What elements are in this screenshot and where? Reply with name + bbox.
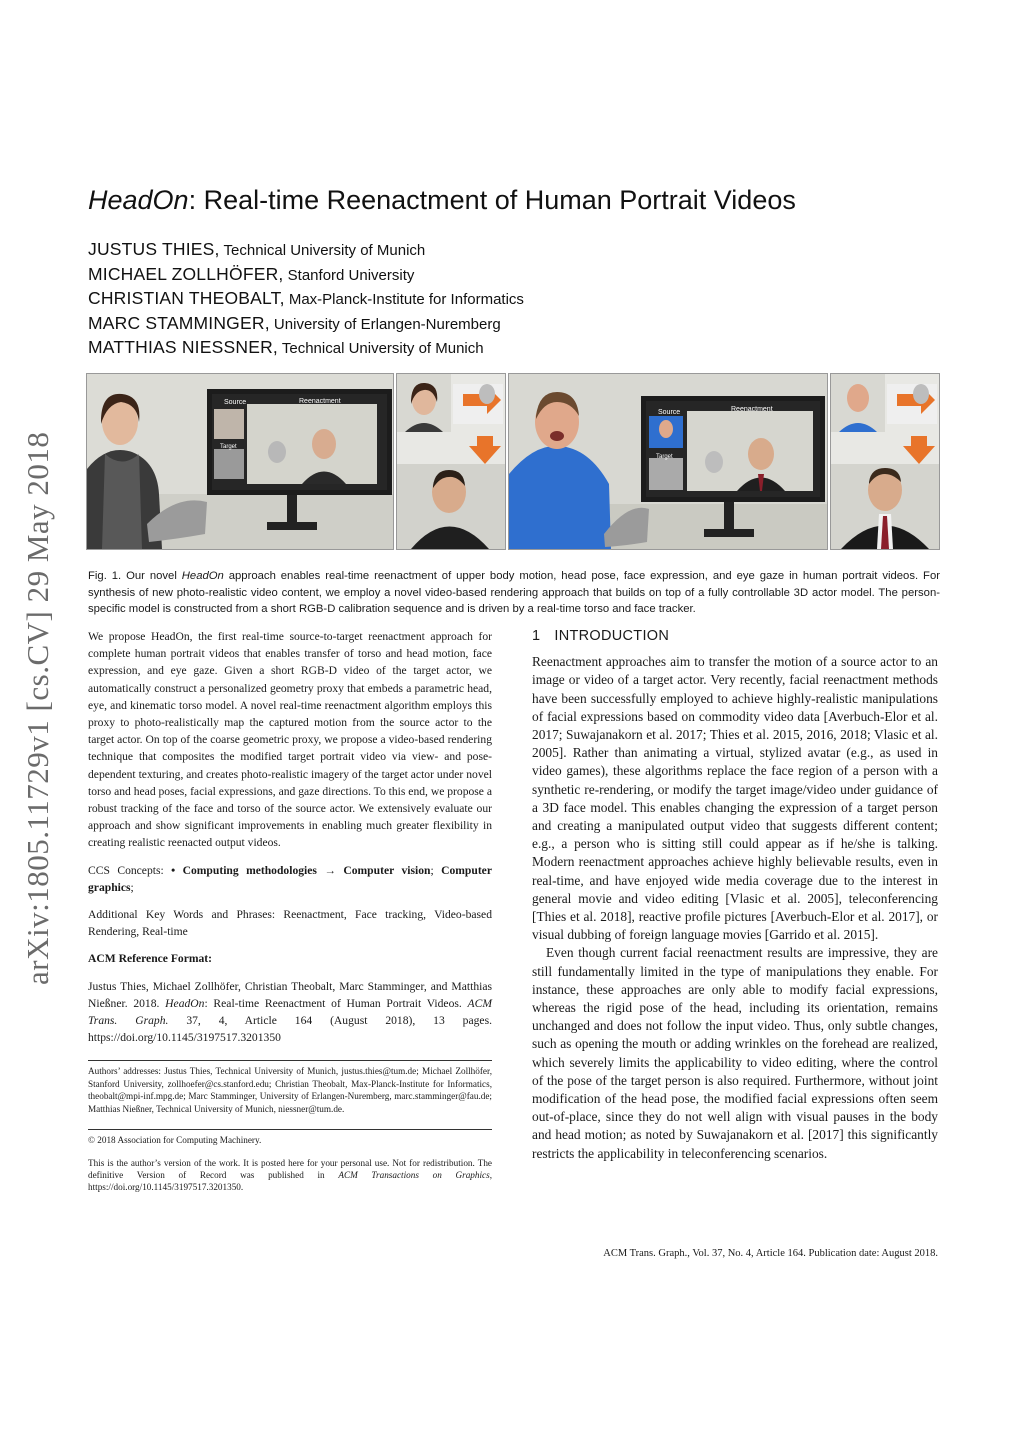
- section-heading: [532, 627, 938, 645]
- caption-text: approach enables real-time reenactment of upper body motion, head pose, face expression, and eye gaze in human portrait videos. For synthesis of new photo-realistic video content, we employ a novel video-based rendering approach that builds on top of a fully controllable 3D actor model. The person-specific model is constructed from a short RGB-D calibration sequence and is driven by a real-time torso and face tracker.: [88, 570, 940, 615]
- source-label: Source: [658, 409, 681, 416]
- intro-paragraph-2: Even though current facial reenactment results are impressive, they are still fundamentally limited in the type of manipulations they enable. For instance, these approaches are only able to modify facial expressions, whereas the rigid pose of the head, including its orientation, remains unchanged and does not follow the input video. Thus, only subtle changes, such as opening the mouth or adding wrinkles on the forehead are realized, which severely limits the applicability to video editing, where the control of the pose of the target person is also required. Furthermore, without joint modification of the head pose, the modified facial expressions often seem out-of-place, since they do not well align with visual pauses in the body and head motion; as noted by Suwajanakorn et al. [2017] this significantly restricts the applicability in teleconferencing scenarios.: [532, 945, 938, 1161]
- author-affiliation: Technical University of Munich: [277, 340, 484, 357]
- author-name: CHRISTIAN THEOBALT,: [88, 288, 285, 308]
- reference-mid: : Real-time Reenactment of Human Portrait Videos.: [204, 996, 468, 1010]
- title-rest: : Real-time Reenactment of Human Portrait Videos: [188, 185, 796, 215]
- caption-italic: HeadOn: [181, 570, 224, 582]
- keywords: Additional Key Words and Phrases: Reenactment, Face tracking, Video-based Rendering, Real-time: [88, 908, 492, 939]
- figure-caption: [88, 568, 940, 618]
- reenactment-label: Reenactment: [731, 406, 773, 413]
- source-label: Source: [224, 399, 247, 406]
- author-affiliation: University of Erlangen-Nuremberg: [269, 315, 501, 333]
- reference-format: [88, 978, 492, 1047]
- author-addresses: Authors’ addresses: Justus Thies, Technical University of Munich, justus.thies@tum.de; Michael Zollhöfer, Stanford University, zollhoefer@cs.stanford.edu; Christian Theobalt, Max-Planck-Institute for Informatics, theobalt@mpi-inf.mpg.de; Marc Stamminger, University of Erlangen-Nuremberg, marc.stamminger@fau.de; Matthias Nießner, Technical University of Munich, niessner@tum.de.: [88, 1066, 492, 1114]
- target-label: Target: [220, 444, 237, 450]
- teaser-figure: [86, 373, 938, 548]
- reference-pre: Justus Thies, Michael Zollhöfer, Christian Theobalt, Marc Stamminger, and Matthias Nießner. 2018.: [88, 979, 492, 1010]
- reference-heading: ACM Reference Format:: [88, 952, 213, 966]
- caption-label: Fig. 1.: [88, 570, 122, 582]
- title-italic: HeadOn: [88, 185, 189, 215]
- section-number: 1: [532, 628, 541, 644]
- reference-italic: HeadOn: [165, 996, 205, 1010]
- abstract: We propose HeadOn, the first real-time source-to-target reenactment approach for complete human portrait videos that enables transfer of torso and head motion, face expression, and eye gaze. Given a short RGB-D video of the target actor, we automatically construct a personalized geometry proxy that embeds a parametric head, eye, and kinematic torso model. A novel real-time reenactment algorithm employs this proxy to photo-realistically map the captured motion from the source actor to the target actor. On top of the coarse geometric proxy, we propose a video-based rendering technique that composites the modified target portrait video via view- and pose-dependent texturing, and creates photo-realistic imagery of the target actor under novel torso and head poses, facial expressions, and gaze directions. To this end, we propose a robust tracking of the face and torso of the source actor. We extensively evaluate our approach and show significant improvements in enabling much greater flexibility in creating realistic reenacted output videos.: [88, 630, 492, 850]
- intro-paragraph-1: Reenactment approaches aim to transfer the motion of a source actor to an image or video of a target actor. Very recently, facial reenactment methods have been successfully employed to achieve highly-realistic manipulations of facial expressions based on commodity video data [Averbuch-Elor et al. 2017; Suwajanakorn et al. 2017; Thies et al. 2015, 2016, 2018; Vlasic et al. 2005]. Rather than animating a virtual, stylized avatar (e.g., as used in video games), these algorithms replace the face region of a person with a synthetic re-rendering, or modify the target image/video under guidance of a 3D face model. This enables changing the expression of a target person and creating a manipulated output video that suggests different content; e.g., a person who is sitting still could appear as if he/she is talking. Modern reenactment approaches achieve highly believable results, even in real-time, and have enjoyed wide media coverage due to the interest in general movie and video editing [Vlasic et al. 2005], teleconferencing [Thies et al. 2018], reactive profile pictures [Averbuch-Elor et al. 2017], or visual dubbing of foreign language movies [Garrido et al. 2015].: [532, 654, 938, 943]
- author-list: [88, 238, 524, 361]
- right-column: [532, 627, 938, 1163]
- ccs-bold: • Computing methodologies → Computer vision: [171, 863, 431, 877]
- section-title: INTRODUCTION: [554, 628, 670, 644]
- copyright-notice: [88, 1157, 492, 1194]
- copyright-pre: This is the author’s version of the work. It is posted here for your personal use. Not for redistribution. The definitive Version of Record was published in: [88, 1157, 492, 1180]
- author-name: MATTHIAS NIESSNER,: [88, 337, 278, 357]
- copyright-line: © 2018 Association for Computing Machinery.: [88, 1135, 262, 1146]
- ccs-sep: ;: [430, 863, 442, 877]
- setup-2-image: [509, 374, 827, 549]
- ccs-concepts: [88, 862, 492, 896]
- copyright-post: , https://doi.org/10.1145/3197517.3201350.: [88, 1169, 492, 1193]
- reference-journal: ACM Trans. Graph.: [88, 996, 492, 1028]
- author-affiliation: Technical University of Munich: [219, 242, 426, 259]
- author-name: MARC STAMMINGER,: [88, 312, 270, 333]
- figure-panel-setup-1: [86, 373, 394, 550]
- setup-1-image: [87, 374, 393, 549]
- reference-post: 37, 4, Article 164 (August 2018), 13 pages. https://doi.org/10.1145/3197517.3201350: [88, 1014, 492, 1045]
- divider: [88, 1060, 492, 1061]
- left-column: [88, 628, 492, 1204]
- figure-panel-setup-2: [508, 373, 828, 550]
- caption-pre: Our novel: [121, 570, 182, 582]
- ccs-bold-2: Computer graphics: [88, 863, 492, 894]
- author-line: [88, 312, 524, 337]
- author-affiliation: Stanford University: [283, 266, 415, 284]
- author-name: MICHAEL ZOLLHÖFER,: [88, 263, 284, 284]
- reenactment-label: Reenactment: [299, 398, 341, 405]
- author-line: [88, 238, 524, 263]
- paper-title: [88, 185, 796, 216]
- author-name: JUSTUS THIES,: [88, 239, 220, 259]
- author-line: [88, 336, 524, 361]
- arxiv-stamp: arXiv:1805.11729v1 [cs.CV] 29 May 2018: [20, 431, 55, 985]
- target-label: Target: [656, 454, 673, 460]
- figure-panel-closeup-2: [830, 373, 940, 550]
- author-line: [88, 287, 524, 312]
- closeup-1-image: [397, 374, 505, 549]
- author-affiliation: Max-Planck-Institute for Informatics: [284, 291, 524, 308]
- closeup-2-image: [831, 374, 939, 549]
- figure-panel-closeup-1: [396, 373, 506, 550]
- ccs-label: CCS Concepts:: [88, 863, 172, 877]
- author-line: [88, 263, 524, 288]
- page-footer: ACM Trans. Graph., Vol. 37, No. 4, Article 164. Publication date: August 2018.: [603, 1248, 938, 1259]
- copyright-journal: ACM Transactions on Graphics: [338, 1169, 490, 1180]
- ccs-end: ;: [130, 880, 134, 894]
- divider: [88, 1129, 492, 1130]
